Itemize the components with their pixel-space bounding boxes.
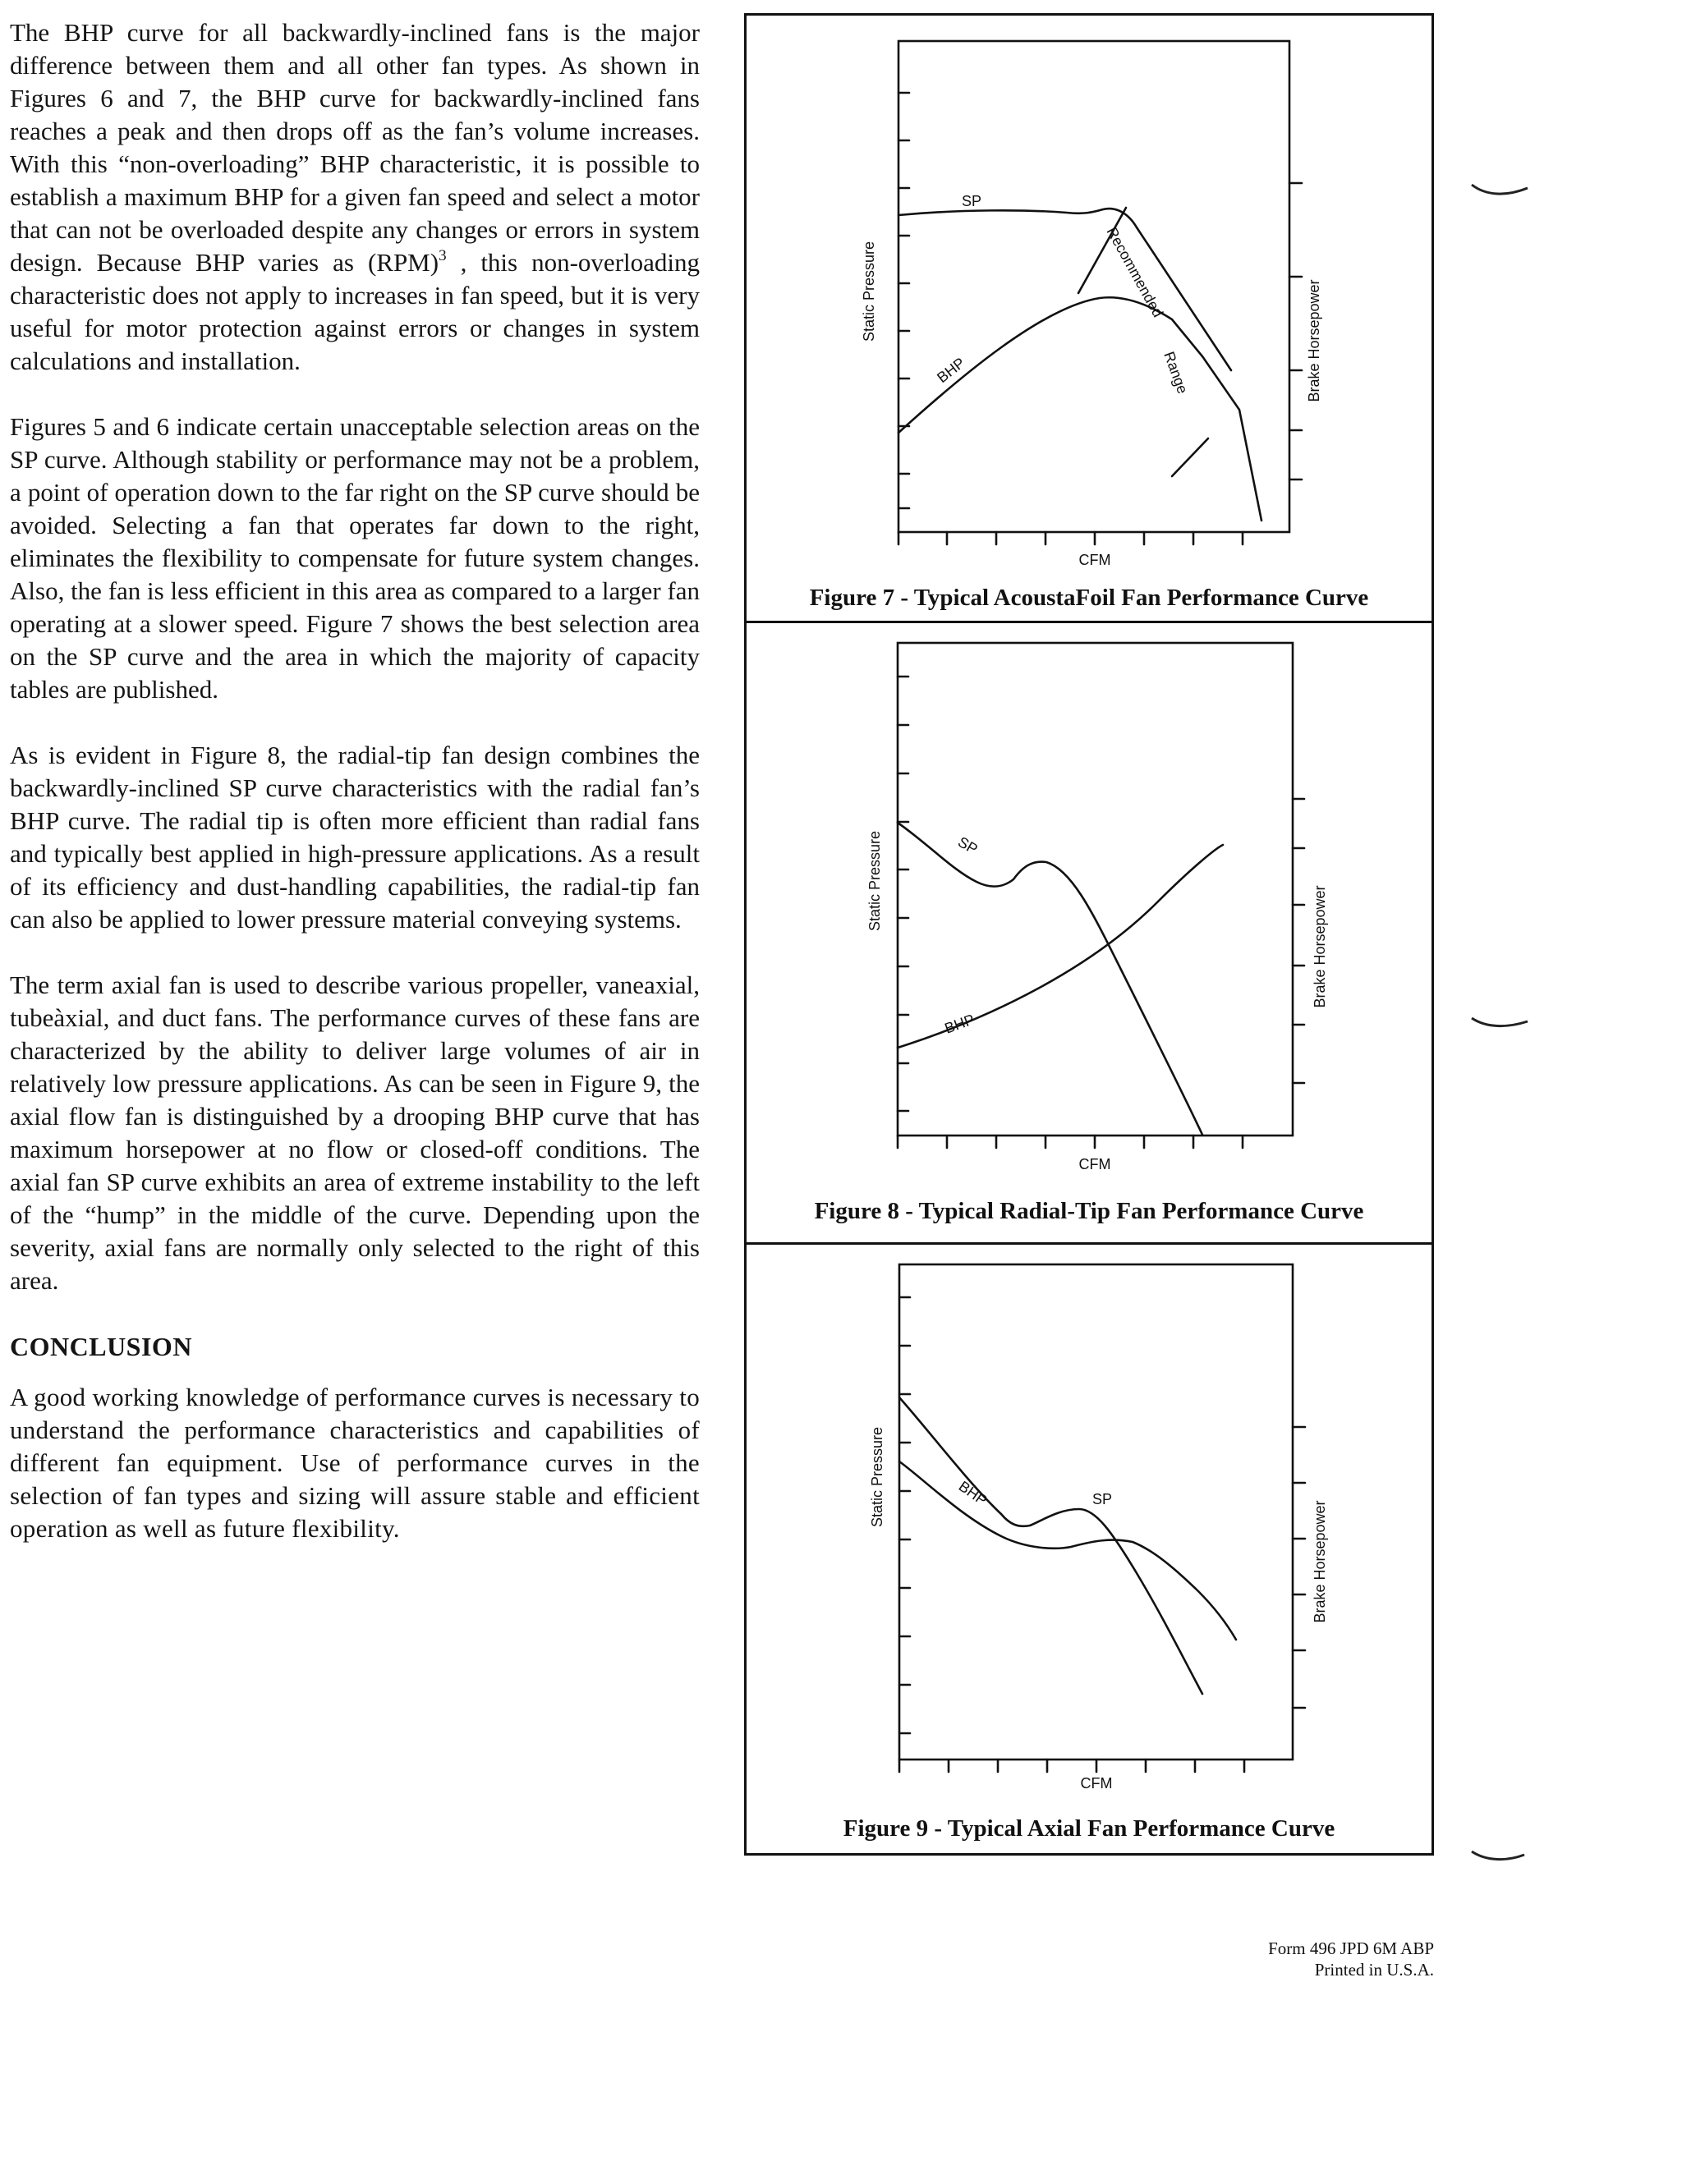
figure-9-x-axis-label: CFM xyxy=(1080,1775,1113,1792)
figure-7-bottom-ticks xyxy=(898,532,1243,544)
figure-7-sp-curve xyxy=(898,209,1231,370)
figure-8-bottom-ticks xyxy=(898,1136,1243,1148)
figure-9-plot xyxy=(747,1245,1432,1853)
figure-7-left-ticks xyxy=(898,93,909,508)
figure-7-frame xyxy=(898,41,1289,532)
binder-hole-mark-bottom xyxy=(1470,1843,1536,1876)
figure-9-bhp-curve xyxy=(899,1397,1202,1694)
figure-9-sp-label: SP xyxy=(1092,1491,1113,1507)
paragraph-bhp-curve xyxy=(10,16,700,378)
conclusion-paragraph: A good working knowledge of performance curves is necessary to understand the performance characteristics and capabilities of different fan equipment. Use of performance curves in the selection of fan types and sizing will assure stable and efficient operation as well as future flexibility. xyxy=(10,1383,700,1543)
figure-8-left-axis-label: Static Pressure xyxy=(866,830,883,932)
figure-8-plot xyxy=(747,623,1432,1255)
figure-9-right-axis-label: Brake Horsepower xyxy=(1312,1500,1328,1623)
figure-9-left-ticks xyxy=(899,1297,910,1733)
binder-hole-mark-middle xyxy=(1470,1010,1536,1043)
figure-8-x-axis-label: CFM xyxy=(1078,1156,1111,1172)
figure-9-bhp-label: BHP xyxy=(955,1477,990,1509)
figure-7-plot xyxy=(747,16,1432,636)
figure-7-range-label: Range xyxy=(1160,349,1192,397)
paragraph-1-text-continued: , this non-overloading characteristic does not apply to increases in fan speed, but it is very useful for motor protection against errors or changes in system calculations and installation. xyxy=(10,248,700,375)
binder-hole-mark-top xyxy=(1470,177,1536,209)
figure-8-frame xyxy=(898,643,1293,1136)
figure-7-bhp-label: BHP xyxy=(934,354,968,387)
figure-7-bhp-curve xyxy=(898,297,1262,521)
figure-8-right-axis-label: Brake Horsepower xyxy=(1312,885,1328,1008)
figure-7-right-axis-label: Brake Horsepower xyxy=(1306,279,1322,402)
figure-9-panel xyxy=(747,1245,1432,1853)
paragraph-axial-fan: The term axial fan is used to describe various propeller, vaneaxial, tubeàxial, and duct fans. The performance curves of these fans are characterized by the ability to deliver large volumes of air in relatively low pressure applications. As can be seen in Figure 9, the axial flow fan is distinguished by a drooping BHP curve that has maximum horsepower at no flow or closed-off conditions. The axial fan SP curve exhibits an area of extreme instability to the left of the “hump” in the middle of the curve. Depending upon the severity, axial fans are normally only selected to the right of this area. xyxy=(10,970,700,1295)
paragraph-selection-areas: Figures 5 and 6 indicate certain unacceptable selection areas on the SP curve. Although stability or performance may not be a problem, a point of operation down to the far right on the SP curve should be avoided. Selecting a fan that operates far down to the right, eliminates the flexibility to compensate for future system changes. Also, the fan is less efficient in this area as compared to a larger fan operating at a slower speed. Figure 7 shows the best selection area on the SP curve and the area in which the majority of capacity tables are published. xyxy=(10,412,700,704)
figure-7-range-lower-mark xyxy=(1172,438,1208,476)
figure-8-bhp-curve xyxy=(898,845,1223,1048)
body-text-column xyxy=(10,16,700,1578)
figure-8-bhp-label: BHP xyxy=(942,1011,977,1037)
figure-7-sp-label: SP xyxy=(962,193,982,209)
figure-7-right-ticks xyxy=(1289,183,1302,479)
figure-7-panel xyxy=(747,16,1432,636)
figure-9-caption: Figure 9 - Typical Axial Fan Performance Curve xyxy=(843,1815,1335,1842)
figure-9-left-axis-label: Static Pressure xyxy=(869,1426,885,1528)
figure-9-frame xyxy=(899,1264,1293,1760)
figure-8-sp-curve xyxy=(898,823,1202,1135)
figure-7-left-axis-label: Static Pressure xyxy=(861,241,877,342)
form-number: Form 496 JPD 6M ABP xyxy=(1268,1939,1434,1958)
figure-stack xyxy=(744,13,1434,1856)
figure-8-sp-label: SP xyxy=(955,833,981,858)
figure-7-x-axis-label: CFM xyxy=(1078,552,1111,568)
figure-8-right-ticks xyxy=(1293,799,1304,1083)
paragraph-radial-tip: As is evident in Figure 8, the radial-tip fan design combines the backwardly-inclined SP curve characteristics with the radial fan’s BHP curve. The radial tip is often more efficient than radial fans and typically best applied in high-pressure applications. As a result of its efficiency and dust-handling capabilities, the radial-tip fan can also be applied to lower pressure material conveying systems. xyxy=(10,741,700,934)
paragraph-1-text: The BHP curve for all backwardly-inclined fans is the major difference between them and all other fan types. As shown in Figures 6 and 7, the BHP curve for backwardly-inclined fans reaches a peak and then drops off as the fan’s volume increases. With this “non-overloading” BHP characteristic, it is possible to establish a maximum BHP for a given fan speed and select a motor that can not be overloaded despite any changes or errors in system design. Because BHP varies as (RPM) xyxy=(10,18,700,277)
figure-8-panel xyxy=(747,623,1432,1255)
figure-9-right-ticks xyxy=(1293,1427,1305,1708)
figure-7-caption: Figure 7 - Typical AcoustaFoil Fan Performance Curve xyxy=(809,585,1369,611)
form-footer xyxy=(1268,1938,1434,1980)
figure-8-caption: Figure 8 - Typical Radial-Tip Fan Performance Curve xyxy=(814,1198,1364,1224)
printed-in: Printed in U.S.A. xyxy=(1314,1960,1434,1980)
figure-9-bottom-ticks xyxy=(899,1760,1244,1772)
figure-7-recommended-label: Recommended xyxy=(1103,224,1167,320)
conclusion-heading: CONCLUSION xyxy=(10,1332,192,1361)
cube-superscript: 3 xyxy=(439,247,447,264)
figure-9-sp-curve xyxy=(899,1461,1236,1640)
